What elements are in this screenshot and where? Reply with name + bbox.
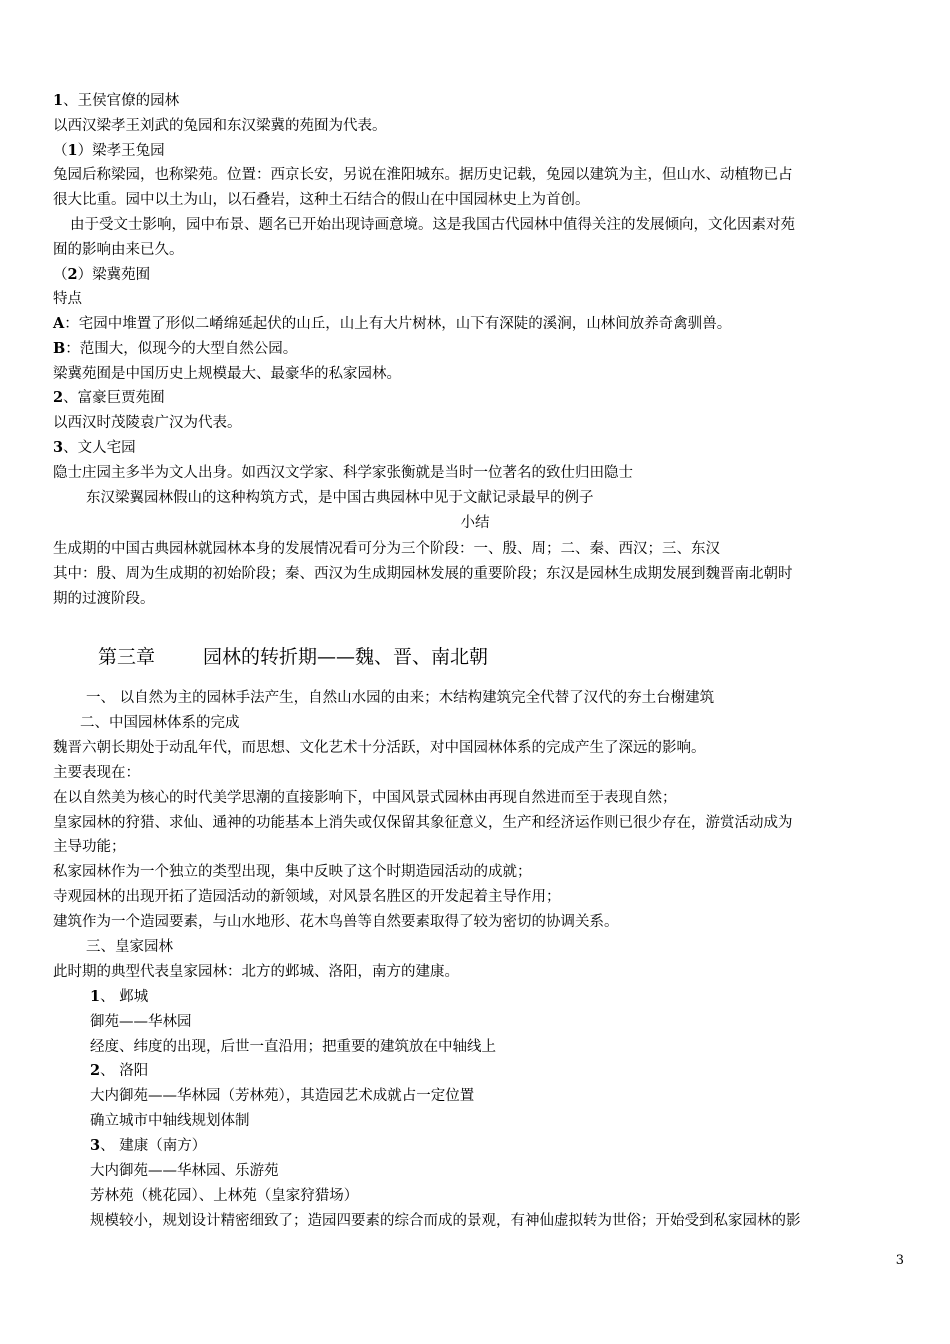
text-line: 此时期的典型代表皇家园林：北方的邺城、洛阳，南方的建康。 <box>53 964 459 980</box>
text-line: 主导功能； <box>53 839 126 855</box>
text-line: B：范围大，似现今的大型自然公园。 <box>53 340 298 357</box>
text-line: 很大比重。园中以土为山，以石叠岩，这种土石结合的假山在中国园林史上为首创。 <box>53 192 590 208</box>
text-line: 生成期的中国古典园林就园林本身的发展情况看可分为三个阶段：一、殷、周；二、秦、西汉；三、东汉 <box>53 541 720 557</box>
text-line: 其中：殷、周为生成期的初始阶段；秦、西汉为生成期园林发展的重要阶段；东汉是园林生成期发展到魏晋南北朝时 <box>53 566 793 582</box>
text-line: 御苑——华林园 <box>90 1014 192 1030</box>
list-item-jiankang: 3、 建康（南方） <box>90 1137 207 1154</box>
text-line: 芳林苑（桃花园）、上林苑（皇家狩猎场） <box>90 1188 359 1204</box>
text-line: 私家园林作为一个独立的类型出现，集中反映了这个时期造园活动的成就； <box>53 864 532 880</box>
subheading-liangji: （2）梁冀苑囿 <box>53 266 151 283</box>
text-line: 魏晋六朝长期处于动乱年代，而思想、文化艺术十分活跃，对中国园林体系的完成产生了深远的影响。 <box>53 740 706 756</box>
text-line: 期的过渡阶段。 <box>53 591 155 607</box>
text-line: 兔园后称梁园，也称梁苑。位置：西京长安，另说在淮阳城东。据历史记载，兔园以建筑为主，但山水、动植物已占 <box>53 167 793 183</box>
text-line: 东汉梁翼园林假山的这种构筑方式，是中国古典园林中见于文献记录最早的例子 <box>86 490 594 506</box>
text-line: 以西汉时茂陵袁广汉为代表。 <box>53 415 242 431</box>
subheading-tuyuan: （1）梁孝王兔园 <box>53 142 165 159</box>
text-line: 以西汉梁孝王刘武的兔园和东汉梁冀的苑囿为代表。 <box>53 118 387 134</box>
text-line: 建筑作为一个造园要素，与山水地形、花木鸟兽等自然要素取得了较为密切的协调关系。 <box>53 914 619 930</box>
text-line: 特点 <box>53 291 82 307</box>
text-line: 梁冀苑囿是中国历史上规模最大、最豪华的私家园林。 <box>53 366 401 382</box>
text-line: 确立城市中轴线规划体制 <box>90 1113 250 1129</box>
text-line: 囿的影响由来已久。 <box>53 242 184 258</box>
text-line: 一、 以自然为主的园林手法产生，自然山水园的由来；木结构建筑完全代替了汉代的夯土台榭建筑 <box>86 690 715 706</box>
section-heading: 三、皇家园林 <box>86 939 173 955</box>
chapter-title: 第三章 园林的转折期——魏、晋、南北朝 <box>98 646 489 668</box>
section-heading: 二、中国园林体系的完成 <box>80 715 240 731</box>
text-line: 皇家园林的狩猎、求仙、通神的功能基本上消失或仅保留其象征意义，生产和经济运作则已很少存在，游赏活动成为 <box>53 815 793 831</box>
text-line: 在以自然美为核心的时代美学思潮的直接影响下，中国风景式园林由再现自然进而至于表现自然； <box>53 790 677 806</box>
heading-wanghou-gardens: 1、王侯官僚的园林 <box>53 92 180 109</box>
summary-heading: 小结 <box>460 515 490 531</box>
list-item-luoyang: 2、 洛阳 <box>90 1062 149 1079</box>
text-line: 大内御苑——华林园（芳林苑），其造园艺术成就占一定位置 <box>90 1088 475 1104</box>
text-line: 规模较小，规划设计精密细致了；造园四要素的综合而成的景观，有神仙虚拟转为世俗；开始受到私家园林的影 <box>90 1213 801 1229</box>
heading-literati-gardens: 3、文人宅园 <box>53 439 136 456</box>
text-line: A：宅园中堆置了形似二崤绵延起伏的山丘，山上有大片树林，山下有深陡的溪涧，山林间放养奇禽驯兽。 <box>53 315 732 332</box>
text-line: 经度、纬度的出现，后世一直沿用；把重要的建筑放在中轴线上 <box>90 1039 496 1055</box>
text-line: 由于受文士影响，园中布景、题名已开始出现诗画意境。这是我国古代园林中值得关注的发展倾向，文化因素对苑 <box>70 217 795 233</box>
list-item-yecheng: 1、 邺城 <box>90 988 149 1005</box>
text-line: 主要表现在： <box>53 765 140 781</box>
text-line: 寺观园林的出现开拓了造园活动的新领域，对风景名胜区的开发起着主导作用； <box>53 889 561 905</box>
text-line: 大内御苑——华林园、乐游苑 <box>90 1163 279 1179</box>
heading-rich-merchants: 2、富豪巨贾苑囿 <box>53 389 165 406</box>
page-number: 3 <box>895 1253 904 1268</box>
text-line: 隐士庄园主多半为文人出身。如西汉文学家、科学家张衡就是当时一位著名的致仕归田隐士 <box>53 465 633 481</box>
